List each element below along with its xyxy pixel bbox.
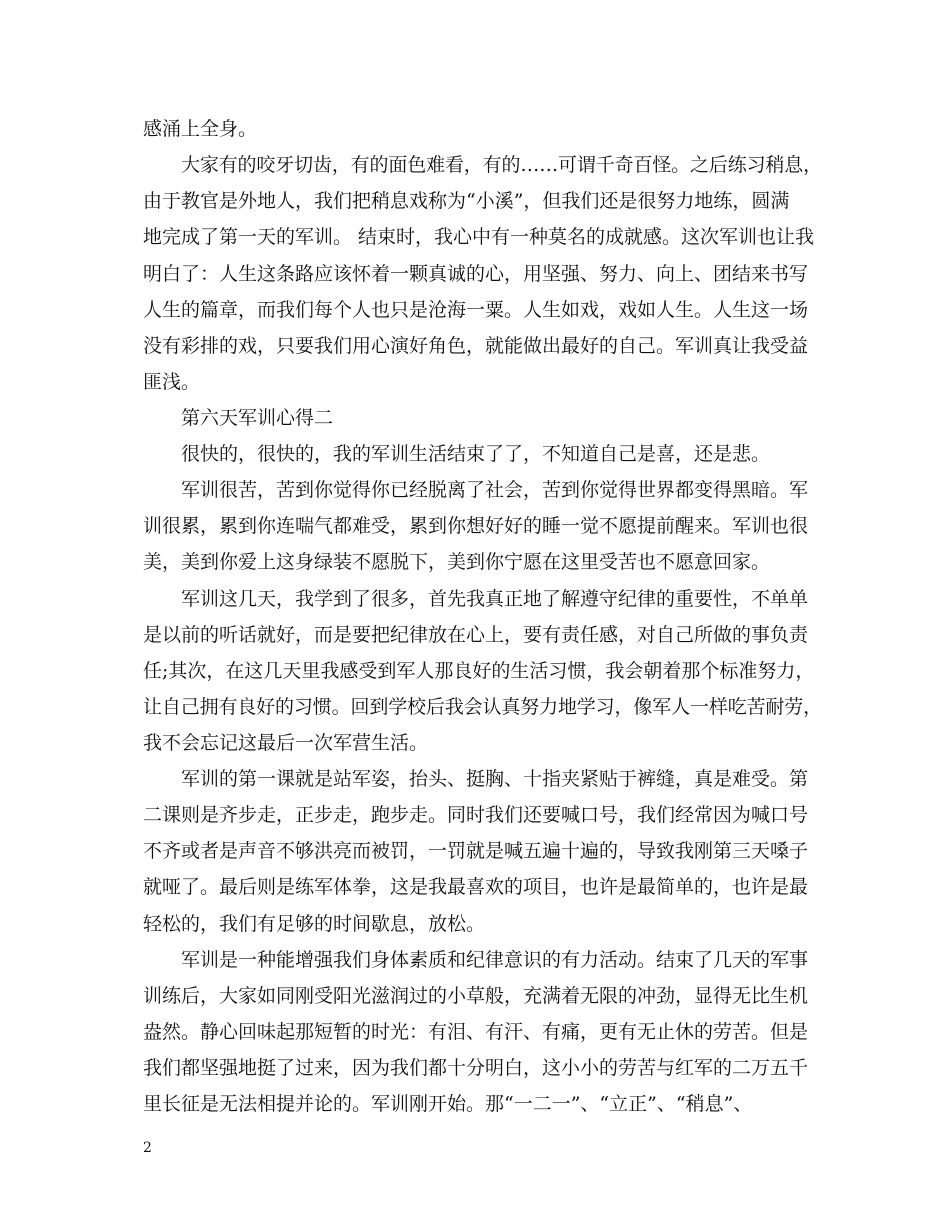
text-line: 二课则是齐步走，正步走，跑步走。同时我们还要喊口号，我们经常因为喊口号 xyxy=(143,804,809,826)
paragraph-start-line: 军训这几天，我学到了很多，首先我真正地了解遵守纪律的重要性，不单单 xyxy=(181,588,809,610)
paragraph-start-line: 军训的第一课就是站军姿，抬头、挺胸、十指夹紧贴于裤缝，真是难受。第 xyxy=(181,768,809,790)
text-line: 我们都坚强地挺了过来，因为我们都十分明白，这小小的劳苦与红军的二万五千 xyxy=(143,1057,809,1079)
text-line: 没有彩排的戏，只要我们用心演好角色，就能做出最好的自己。军训真让我受益 xyxy=(143,335,809,357)
text-line: 感涌上全身。 xyxy=(143,118,258,140)
text-line: 地完成了第一天的军训。 结束时，我心中有一种莫名的成就感。这次军训也让我 xyxy=(143,226,815,248)
section-heading: 第六天军训心得二 xyxy=(181,407,334,429)
text-line: 明白了：人生这条路应该怀着一颗真诚的心，用坚强、努力、向上、团结来书写 xyxy=(143,263,809,285)
text-line: 盎然。静心回味起那短暂的时光：有泪、有汗、有痛，更有无止休的劳苦。但是 xyxy=(143,1021,809,1043)
text-line: 由于教官是外地人，我们把稍息戏称为“小溪”，但我们还是很努力地练，圆满 xyxy=(143,190,790,212)
text-line: 美，美到你爱上这身绿装不愿脱下，美到你宁愿在这里受苦也不愿意回家。 xyxy=(143,551,771,573)
text-line: 我不会忘记这最后一次军营生活。 xyxy=(143,732,429,754)
text-line: 人生的篇章，而我们每个人也只是沧海一粟。人生如戏，戏如人生。人生这一场 xyxy=(143,299,809,321)
text-line: 让自己拥有良好的习惯。回到学校后我会认真努力地学习，像军人一样吃苦耐劳， xyxy=(143,696,823,718)
text-line: 不齐或者是声音不够洪亮而被罚，一罚就是喊五遍十遍的，导致我刚第三天嗓子 xyxy=(143,840,809,862)
paragraph-start-line: 大家有的咬牙切齿，有的面色难看，有的……可谓千奇百怪。之后练习稍息， xyxy=(181,154,823,176)
text-line: 训练后，大家如同刚受阳光滋润过的小草般，充满着无限的冲劲，显得无比生机 xyxy=(143,985,809,1007)
paragraph-start-line: 军训是一种能增强我们身体素质和纪律意识的有力活动。结束了几天的军事 xyxy=(181,949,809,971)
text-line: 匪浅。 xyxy=(143,371,201,393)
text-line: 训很累，累到你连喘气都难受，累到你想好好的睡一觉不愿提前醒来。军训也很 xyxy=(143,515,809,537)
paragraph-start-line: 军训很苦，苦到你觉得你已经脱离了社会，苦到你觉得世界都变得黑暗。军 xyxy=(181,479,809,501)
paragraph-start-line: 很快的，很快的，我的军训生活结束了了，不知道自己是喜，还是悲。 xyxy=(181,443,771,465)
text-line: 任;其次，在这几天里我感受到军人那良好的生活习惯，我会朝着那个标准努力， xyxy=(143,660,815,682)
text-line: 是以前的听话就好，而是要把纪律放在心上，要有责任感，对自己所做的事负责 xyxy=(143,624,809,646)
text-line: 就哑了。最后则是练军体拳，这是我最喜欢的项目，也许是最简单的，也许是最 xyxy=(143,876,809,898)
text-line: 里长征是无法相提并论的。军训刚开始。那“一二一”、“立正”、“稍息”、 xyxy=(143,1093,753,1115)
text-line: 轻松的，我们有足够的时间歇息，放松。 xyxy=(143,913,486,935)
page-number: 2 xyxy=(143,1140,152,1156)
